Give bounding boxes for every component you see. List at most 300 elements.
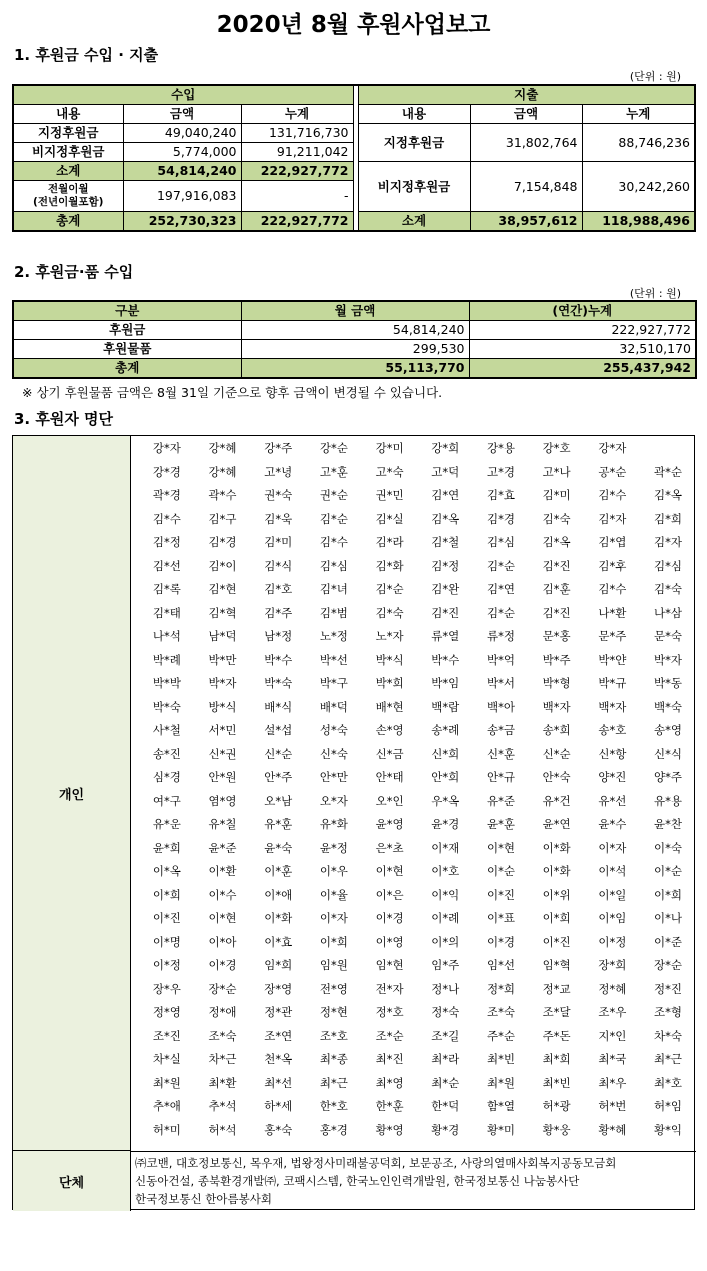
donor-name: 고*나 — [542, 464, 571, 479]
donor-name: 안*원 — [208, 770, 237, 784]
donor-name: 유*훈 — [264, 817, 293, 831]
expense-subtotal-label: 소계 — [358, 212, 470, 232]
donor-name: 이*옥 — [152, 864, 181, 878]
donation-row-year: 32,510,170 — [469, 340, 696, 359]
donor-name: 김*수 — [598, 582, 627, 596]
donor-name: 박*구 — [319, 676, 348, 690]
donor-name: 유*칠 — [208, 817, 237, 831]
donor-name: 박*자 — [208, 676, 237, 690]
donor-name: 정*혜 — [598, 981, 627, 996]
donor-name: 곽*수 — [208, 488, 237, 502]
donor-name: 조*순 — [375, 1028, 404, 1043]
income-row-cumulative: 131,716,730 — [241, 124, 353, 143]
donor-name: 장*우 — [152, 981, 181, 996]
donation-total-label: 총계 — [13, 359, 241, 379]
donor-name: 김*욱 — [264, 511, 293, 526]
donor-row — [139, 652, 696, 676]
donor-name: 김*태 — [152, 605, 181, 620]
donor-name: 이*숙 — [654, 840, 683, 855]
donor-name: 박*형 — [542, 676, 571, 690]
donor-name: 이*훈 — [264, 864, 293, 878]
donation-total-year: 255,437,942 — [469, 359, 696, 379]
donor-name: 조*형 — [654, 1005, 683, 1019]
donor-name: 김*라 — [375, 535, 404, 549]
expense-row-label: 비지정후원금 — [358, 162, 470, 212]
donor-name: 김*수 — [598, 488, 627, 502]
donor-name: 이*현 — [208, 911, 237, 925]
donation-row-month: 54,814,240 — [241, 321, 469, 340]
donor-name: 최*종 — [319, 1052, 348, 1066]
donor-row — [139, 863, 696, 887]
donor-name: 김*엽 — [598, 535, 627, 549]
donor-name: 김*범 — [319, 605, 348, 620]
donor-name: 곽*순 — [654, 464, 683, 479]
expense-col-amount: 금액 — [470, 105, 582, 124]
donor-name: 최*원 — [152, 1075, 181, 1090]
donor-name: 조*진 — [152, 1028, 181, 1043]
donor-name: 송*영 — [654, 723, 683, 737]
donor-name: 정*관 — [264, 1005, 293, 1019]
donor-name: 박*동 — [654, 676, 683, 690]
donor-name: 안*희 — [431, 770, 460, 784]
donor-row — [139, 793, 696, 817]
donor-name: 이*환 — [208, 864, 237, 878]
donor-name: 김*옥 — [431, 511, 460, 526]
donor-name: 오*남 — [264, 793, 293, 808]
donor-name: 김*순 — [486, 605, 515, 620]
donor-name: 안*태 — [375, 770, 404, 784]
donor-name: 이*희 — [654, 887, 683, 902]
donor-name: 이*아 — [208, 934, 237, 949]
donor-name: 최*호 — [654, 1075, 683, 1090]
donor-name: 김*선 — [152, 558, 181, 573]
donor-name: 박*숙 — [264, 676, 293, 690]
donor-name: 허*임 — [654, 1099, 683, 1113]
donor-name: 허*광 — [542, 1099, 571, 1113]
donor-name: 김*경 — [208, 535, 237, 549]
donor-name: 장*순 — [654, 958, 683, 972]
donor-name: 조*달 — [542, 1005, 571, 1019]
donor-name: 윤*훈 — [486, 817, 515, 831]
donor-row — [139, 934, 696, 958]
col-kind: 구분 — [13, 301, 241, 321]
donor-name: 송*례 — [431, 723, 460, 737]
donor-name: 이*경 — [208, 958, 237, 972]
donor-name: 윤*희 — [152, 840, 181, 855]
donor-name: 홍*경 — [319, 1122, 348, 1137]
donor-name: 고*훈 — [319, 464, 348, 479]
donor-name: 최*원 — [486, 1075, 515, 1090]
donor-name: 나*삼 — [654, 605, 683, 620]
donor-name: 이*자 — [598, 840, 627, 855]
donor-name: 전*영 — [319, 981, 348, 996]
individual-label: 개인 — [13, 436, 131, 1151]
donor-name: 이*정 — [598, 934, 627, 949]
donor-name: 성*숙 — [319, 723, 348, 737]
donor-name: 김*수 — [319, 535, 348, 549]
donor-name: 조*길 — [431, 1028, 460, 1043]
donor-name: 박*자 — [654, 652, 683, 667]
donor-name: 염*영 — [208, 793, 237, 808]
donor-name: 강*혜 — [208, 464, 237, 479]
donor-name — [640, 440, 696, 464]
donor-row — [139, 1075, 696, 1099]
donor-name: 박*임 — [431, 676, 460, 690]
donor-row — [139, 746, 696, 770]
donor-name: 백*자 — [542, 699, 571, 714]
unit-label-2: (단위 : 원) — [629, 287, 681, 300]
donor-name: 김*완 — [431, 582, 460, 596]
donor-name: 한*훈 — [375, 1099, 404, 1113]
donor-name: 유*용 — [654, 793, 683, 808]
donor-name: 김*주 — [264, 605, 293, 620]
donor-name: 이*진 — [152, 911, 181, 925]
donor-name: 김*진 — [431, 605, 460, 620]
donor-name: 최*순 — [431, 1075, 460, 1090]
donor-name: 유*준 — [486, 793, 515, 808]
donor-name: 박*박 — [152, 676, 181, 690]
donor-name: 고*덕 — [431, 464, 460, 479]
carryover-amount: 197,916,083 — [123, 181, 241, 212]
donor-name: 박*숙 — [152, 699, 181, 714]
donor-name: 조*호 — [319, 1028, 348, 1043]
donor-name: 김*숙 — [654, 582, 683, 596]
donor-name: 배*덕 — [319, 699, 348, 714]
donor-name: 김*정 — [431, 558, 460, 573]
donor-name: 김*정 — [152, 535, 181, 549]
donor-name: 김*순 — [375, 582, 404, 596]
donor-name: 이*경 — [486, 934, 515, 949]
donor-row — [139, 558, 696, 582]
donor-row — [139, 1122, 696, 1146]
donor-name: 정*숙 — [431, 1005, 460, 1019]
donor-name: 지*인 — [598, 1028, 627, 1043]
donor-name: 박*수 — [431, 652, 460, 667]
donor-name: 차*근 — [208, 1052, 237, 1066]
donor-name: 이*재 — [431, 840, 460, 855]
donor-name: 남*덕 — [208, 629, 237, 643]
group-label: 단체 — [13, 1151, 131, 1211]
donor-name: 황*미 — [486, 1122, 515, 1137]
donor-name: 사*철 — [152, 723, 181, 737]
donor-name: 이*진 — [542, 934, 571, 949]
donor-name: 황*영 — [375, 1122, 404, 1137]
donor-name: 백*자 — [598, 699, 627, 714]
donor-name: 서*민 — [208, 723, 237, 737]
expense-col-cumulative: 누계 — [582, 105, 695, 124]
donor-name: 조*우 — [598, 1005, 627, 1019]
donor-name: 강*주 — [264, 441, 293, 455]
donor-name: 윤*경 — [431, 817, 460, 831]
donor-name: 손*영 — [375, 723, 404, 737]
donor-name: 임*선 — [486, 958, 515, 972]
donor-name: 송*호 — [598, 723, 627, 737]
donor-name: 송*금 — [486, 723, 515, 737]
donor-row — [139, 887, 696, 911]
carryover-cumulative: - — [241, 181, 353, 212]
donation-row-year: 222,927,772 — [469, 321, 696, 340]
donor-name: 김*순 — [319, 511, 348, 526]
donor-name: 나*환 — [598, 605, 627, 620]
donor-name: 설*섭 — [264, 723, 293, 737]
donor-name: 이*진 — [486, 887, 515, 902]
donor-row — [139, 464, 696, 488]
donor-name: 김*현 — [208, 582, 237, 596]
donor-name: 배*식 — [264, 699, 293, 714]
donor-name: 김*록 — [152, 582, 181, 596]
page-title: 2020년 8월 후원사업보고 — [216, 12, 491, 38]
donor-name: 고*숙 — [375, 464, 404, 479]
col-month: 월 금액 — [241, 301, 469, 321]
donor-row — [139, 699, 696, 723]
donor-name: 최*빈 — [486, 1052, 515, 1066]
donor-name: 김*심 — [319, 558, 348, 573]
donor-name: 김*옥 — [654, 488, 683, 502]
donor-name: 이*일 — [598, 887, 627, 902]
donor-name: 한*덕 — [431, 1099, 460, 1113]
donor-name: 권*민 — [375, 488, 404, 502]
donor-name: 류*열 — [431, 629, 460, 643]
donor-name: 허*번 — [598, 1099, 627, 1113]
donor-name: 차*숙 — [654, 1028, 683, 1043]
donor-name: 문*주 — [598, 629, 627, 643]
donor-name: 추*석 — [208, 1099, 237, 1113]
donor-name: 조*숙 — [208, 1028, 237, 1043]
donor-row — [139, 628, 696, 652]
donor-name: 김*숙 — [375, 605, 404, 620]
donor-name: 양*주 — [654, 770, 683, 784]
donor-name: 임*주 — [431, 958, 460, 972]
donation-row-month: 299,530 — [241, 340, 469, 359]
donor-name: 박*얀 — [598, 652, 627, 667]
donor-name: 함*열 — [486, 1099, 515, 1113]
section-3-heading: 3. 후원자 명단 — [14, 410, 114, 428]
donor-name: 장*영 — [264, 981, 293, 996]
donor-row — [139, 769, 696, 793]
donor-name: 양*진 — [598, 770, 627, 784]
donor-name: 최*우 — [598, 1075, 627, 1090]
donor-name: 황*경 — [431, 1122, 460, 1137]
donor-name: 이*화 — [264, 911, 293, 925]
donor-name: 백*아 — [486, 699, 515, 714]
income-row-amount: 49,040,240 — [123, 124, 241, 143]
donor-name: 김*심 — [654, 558, 683, 573]
individual-donor-grid — [139, 440, 696, 1145]
donor-name: 안*숙 — [542, 770, 571, 784]
income-row-label: 지정후원금 — [13, 124, 123, 143]
donor-name: 이*정 — [152, 958, 181, 972]
donor-name: 정*영 — [152, 1005, 181, 1019]
donor-name: 김*화 — [375, 558, 404, 573]
income-col-cumulative: 누계 — [241, 105, 353, 124]
donor-name: 한*호 — [319, 1099, 348, 1113]
donor-name: 신*식 — [654, 746, 683, 761]
donor-name: 류*정 — [486, 629, 515, 643]
donor-name: 강*자 — [152, 441, 181, 455]
donor-name: 유*건 — [542, 793, 571, 808]
section-2-heading: 2. 후원금·품 수입 — [14, 263, 134, 281]
income-row-amount: 5,774,000 — [123, 143, 241, 162]
unit-label-1: (단위 : 원) — [629, 70, 681, 83]
donor-name: 신*숙 — [319, 746, 348, 761]
donor-name: 오*인 — [375, 793, 404, 808]
donor-name: 신*순 — [542, 746, 571, 761]
donor-name: 신*훈 — [486, 746, 515, 761]
donor-name: 홍*숙 — [264, 1122, 293, 1137]
donor-name: 최*근 — [319, 1075, 348, 1090]
income-subtotal-label: 소계 — [13, 162, 123, 181]
donor-row — [139, 581, 696, 605]
donor-name: 김*녀 — [319, 582, 348, 596]
donor-name: 노*정 — [319, 629, 348, 643]
donor-row — [139, 1051, 696, 1075]
donor-name: 김*후 — [598, 558, 627, 573]
donor-name: 이*위 — [542, 887, 571, 902]
expense-row-amount: 7,154,848 — [470, 162, 582, 212]
donor-name: 주*순 — [486, 1028, 515, 1043]
group-donor-list — [131, 1151, 696, 1211]
donor-name: 박*만 — [208, 652, 237, 667]
donor-name: 최*진 — [375, 1052, 404, 1066]
donor-name: 윤*정 — [319, 840, 348, 855]
donor-name: 천*옥 — [264, 1052, 293, 1066]
donor-name: 김*숙 — [542, 511, 571, 526]
donor-name: 고*경 — [486, 464, 515, 479]
donor-name: 장*순 — [208, 981, 237, 996]
donor-name: 문*홍 — [542, 629, 571, 643]
donor-name: 신*권 — [208, 746, 237, 761]
donor-name: 최*희 — [542, 1052, 571, 1066]
income-expense-table — [12, 84, 696, 232]
donor-row — [139, 605, 696, 629]
donor-name: 정*나 — [431, 981, 460, 996]
donor-name: 신*희 — [431, 746, 460, 761]
expense-row-amount: 31,802,764 — [470, 124, 582, 162]
donor-name: 윤*수 — [598, 817, 627, 831]
donor-name: 오*자 — [319, 793, 348, 808]
donor-name: 박*식 — [375, 652, 404, 667]
donor-name: 김*연 — [486, 582, 515, 596]
donor-name: 정*현 — [319, 1005, 348, 1019]
donor-name: 여*구 — [152, 793, 181, 808]
expense-subtotal-amount: 38,957,612 — [470, 212, 582, 232]
donor-name: 임*원 — [319, 958, 348, 972]
donor-name: 정*호 — [375, 1005, 404, 1019]
donor-name: 김*철 — [431, 535, 460, 549]
donor-row — [139, 1098, 696, 1122]
donor-name: 문*숙 — [654, 629, 683, 643]
donor-row — [139, 957, 696, 981]
group-line: 신동아건설, 종북환경개발㈜, 코팩시스템, 한국노인인력개발원, 한국정보통신 나눔봉사단 — [135, 1174, 580, 1188]
donor-name: 남*정 — [264, 629, 293, 643]
donor-name: 이*경 — [375, 911, 404, 925]
donor-name: 이*효 — [264, 934, 293, 949]
donor-name: 이*우 — [319, 864, 348, 878]
donor-name: 김*경 — [486, 511, 515, 526]
donor-name: 최*환 — [208, 1075, 237, 1090]
donor-name: 이*수 — [208, 887, 237, 902]
carryover-label-line1: 전월이월 — [47, 183, 89, 195]
donor-name: 안*주 — [264, 770, 293, 784]
donor-row — [139, 816, 696, 840]
donor-name: 김*구 — [208, 511, 237, 526]
income-col-item: 내용 — [13, 105, 123, 124]
donor-name: 김*진 — [542, 605, 571, 620]
donor-name: 박*주 — [542, 652, 571, 667]
donor-name: 박*례 — [152, 652, 181, 667]
donor-row — [139, 910, 696, 934]
donor-name: 조*숙 — [486, 1005, 515, 1019]
donor-name: 이*희 — [152, 887, 181, 902]
donor-name: 박*선 — [319, 652, 348, 667]
donor-name: 최*라 — [431, 1052, 460, 1066]
donor-name: 강*호 — [542, 441, 571, 455]
donor-name: 강*자 — [598, 441, 627, 455]
donor-name: 이*나 — [654, 911, 683, 925]
donor-name: 백*람 — [431, 699, 460, 714]
donor-name: 우*옥 — [431, 793, 460, 808]
income-header: 수입 — [13, 85, 353, 105]
income-total-cumulative: 222,927,772 — [241, 212, 353, 232]
income-subtotal-cumulative: 222,927,772 — [241, 162, 353, 181]
donor-name: 송*희 — [542, 723, 571, 737]
donor-name: 황*혜 — [598, 1122, 627, 1137]
donor-name: 강*순 — [319, 441, 348, 455]
donor-name: 이*영 — [375, 934, 404, 949]
donor-name: 김*자 — [654, 535, 683, 549]
donor-name: 최*빈 — [542, 1075, 571, 1090]
donor-name: 안*만 — [319, 770, 348, 784]
donor-row — [139, 722, 696, 746]
carryover-label — [13, 181, 123, 212]
donation-total-month: 55,113,770 — [241, 359, 469, 379]
donor-name: 김*혁 — [208, 605, 237, 620]
donor-row — [139, 511, 696, 535]
donor-row — [139, 675, 696, 699]
expense-header: 지출 — [358, 85, 695, 105]
donor-name: 윤*찬 — [654, 817, 683, 831]
donor-name: 신*순 — [264, 746, 293, 761]
donor-name: 김*훈 — [542, 582, 571, 596]
donor-name: 강*미 — [375, 441, 404, 455]
donor-name: 유*화 — [319, 817, 348, 831]
donor-name: 송*진 — [152, 746, 181, 761]
donor-name: 김*자 — [598, 511, 627, 526]
donor-name: 이*준 — [654, 934, 683, 949]
donor-name: 고*녕 — [264, 464, 293, 479]
donor-name: 박*수 — [264, 652, 293, 667]
donor-list — [12, 435, 695, 1210]
donor-name: 추*애 — [152, 1099, 181, 1113]
donor-name: 안*규 — [486, 770, 515, 784]
donor-name: 정*교 — [542, 981, 571, 996]
col-year: (연간)누계 — [469, 301, 696, 321]
donor-name: 이*호 — [431, 864, 460, 878]
donor-name: 유*운 — [152, 817, 181, 831]
carryover-label-line2: (전년이월포함) — [33, 196, 104, 208]
donor-name: 강*희 — [431, 441, 460, 455]
donor-name: 이*화 — [542, 840, 571, 855]
donor-name: 임*혁 — [542, 958, 571, 972]
expense-col-item: 내용 — [358, 105, 470, 124]
donor-name: 박*억 — [486, 652, 515, 667]
donor-name: 윤*숙 — [264, 840, 293, 855]
donor-name: 윤*연 — [542, 817, 571, 831]
donor-name: 신*금 — [375, 746, 404, 761]
donor-name: 김*미 — [542, 488, 571, 502]
donor-row — [139, 840, 696, 864]
expense-row-label: 지정후원금 — [358, 124, 470, 162]
